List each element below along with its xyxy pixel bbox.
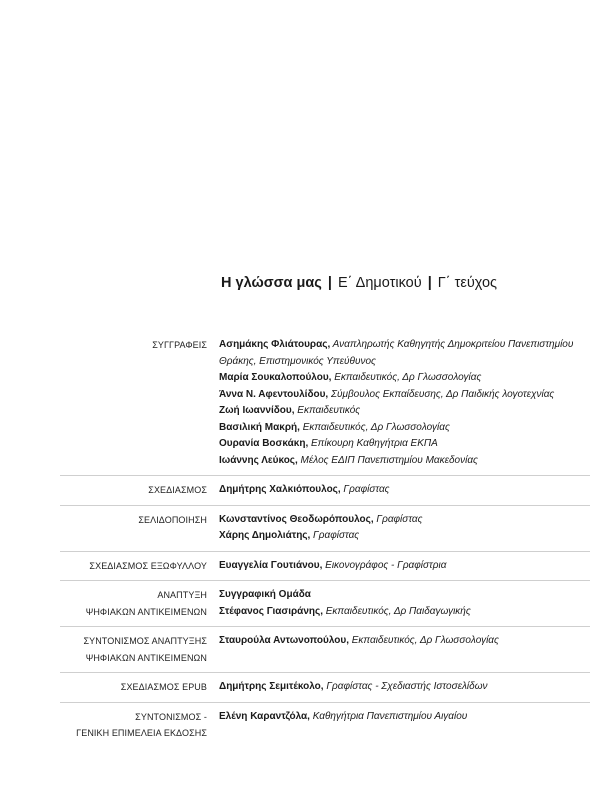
credits-list <box>60 337 590 748</box>
credit-role-line: ΣΥΝΤΟΝΙΣΜΟΣ - <box>135 711 207 722</box>
title-separator: | <box>427 275 432 291</box>
credit-role <box>60 482 207 499</box>
credit-role <box>60 679 207 696</box>
credit-divider <box>60 672 590 673</box>
credit-divider <box>60 475 590 476</box>
person-name: Άννα Ν. Αφεντουλίδου, <box>219 388 329 400</box>
credit-row <box>60 679 590 696</box>
credit-divider <box>60 580 590 581</box>
credit-row <box>60 709 590 742</box>
credit-role <box>60 512 207 545</box>
credit-role-line: ΣΥΓΓΡΑΦΕΙΣ <box>152 340 207 350</box>
person-name: Βασιλική Μακρή, <box>219 421 300 433</box>
credit-divider <box>60 505 590 506</box>
credit-people <box>219 558 590 575</box>
person-name: Στέφανος Γιασιράνης, <box>219 605 323 617</box>
person-description: Εικονογράφος - Γραφίστρια <box>322 559 447 571</box>
credit-people <box>219 337 590 469</box>
person-description: Εκπαιδευτικός, Δρ Γλωσσολογίας <box>331 372 482 383</box>
credit-divider <box>60 551 590 552</box>
credit-role-line: ΣΕΛΙΔΟΠΟΙΗΣΗ <box>138 514 207 525</box>
credit-role-line: ΣΧΕΔΙΑΣΜΟΣ <box>148 485 207 495</box>
credit-role-line: ΣΥΝΤΟΝΙΣΜΟΣ ΑΝΑΠΤΥΞΗΣ <box>83 636 207 646</box>
credit-person <box>219 587 590 604</box>
credit-person <box>219 528 590 545</box>
credit-people <box>219 679 590 696</box>
credit-role <box>60 709 207 742</box>
person-description: Γραφίστας <box>310 530 360 541</box>
credit-row <box>60 337 590 469</box>
credit-person <box>219 436 590 453</box>
credit-person <box>219 679 590 696</box>
person-name: Δημήτρης Σεμιτέκολο, <box>219 681 324 692</box>
book-title: Η γλώσσα μας <box>221 275 322 291</box>
credit-role-line: ΣΧΕΔΙΑΣΜΟΣ EPUB <box>120 682 207 692</box>
person-description: Μέλος ΕΔΙΠ Πανεπιστημίου Μακεδονίας <box>297 454 478 466</box>
person-name: Ουρανία Βοσκάκη, <box>219 438 309 449</box>
credit-person <box>219 512 590 529</box>
credit-people <box>219 512 590 545</box>
credit-row <box>60 482 590 499</box>
book-title-line <box>221 274 497 292</box>
credit-role <box>60 558 207 575</box>
person-description: Εκπαιδευτικός <box>294 405 361 416</box>
person-description: Γραφίστας - Σχεδιαστής Ιστοσελίδων <box>323 681 488 692</box>
person-description: Εκπαιδευτικός, Δρ Γλωσσολογίας <box>299 421 450 433</box>
credit-row <box>60 512 590 545</box>
credit-role-line: ΣΧΕΔΙΑΣΜΟΣ ΕΞΩΦΥΛΛΟΥ <box>89 560 207 571</box>
credit-row <box>60 558 590 575</box>
person-description: Εκπαιδευτικός, Δρ Γλωσσολογίας <box>348 635 499 646</box>
credit-row <box>60 587 590 620</box>
person-description: Καθηγήτρια Πανεπιστημίου Αιγαίου <box>309 710 468 722</box>
credit-role-line: ΨΗΦΙΑΚΩΝ ΑΝΤΙΚΕΙΜΕΝΩΝ <box>85 652 207 663</box>
title-separator: | <box>327 275 332 291</box>
credit-person <box>219 453 590 470</box>
person-name: Συγγραφική Ομάδα <box>219 589 311 600</box>
credit-role-line: ΑΝΑΠΤΥΞΗ <box>157 590 207 600</box>
credit-person <box>219 370 590 387</box>
person-description: Επίκουρη Καθηγήτρια ΕΚΠΑ <box>308 438 438 449</box>
person-name: Ευαγγελία Γουτιάνου, <box>219 559 323 571</box>
credit-person <box>219 337 590 370</box>
person-name: Ελένη Καραντζόλα, <box>219 710 310 722</box>
grade-label: Ε΄ Δημοτικού <box>337 275 422 291</box>
credit-divider <box>60 702 590 703</box>
person-description: Γραφίστας <box>340 484 390 495</box>
credit-person <box>219 633 590 650</box>
person-name: Δημήτρης Χαλκιόπουλος, <box>219 484 341 495</box>
person-name: Σταυρούλα Αντωνοπούλου, <box>219 635 349 646</box>
credit-role <box>60 337 207 469</box>
person-name: Ιωάννης Λεύκος, <box>219 454 298 466</box>
credit-person <box>219 604 590 621</box>
person-description: Γραφίστας <box>373 513 423 525</box>
person-name: Ζωή Ιωαννίδου, <box>219 405 295 416</box>
volume-label: Γ΄ τεύχος <box>437 275 498 291</box>
person-name: Μαρία Σουκαλοπούλου, <box>219 372 332 383</box>
credit-role <box>60 633 207 666</box>
credit-person <box>219 403 590 420</box>
credit-role-line: ΓΕΝΙΚΗ ΕΠΙΜΕΛΕΙΑ ΕΚΔΟΣΗΣ <box>76 728 207 738</box>
credit-people <box>219 482 590 499</box>
person-description: Αναπληρωτής Καθηγητής Δημοκριτείου Πανεπιστημίου Θράκης, Επιστημονικός Υπεύθυνος <box>219 339 574 367</box>
person-description: Σύμβουλος Εκπαίδευσης, Δρ Παιδικής λογοτεχνίας <box>328 388 555 400</box>
credit-people <box>219 587 590 620</box>
credit-person <box>219 420 590 437</box>
credit-people <box>219 633 590 666</box>
credit-divider <box>60 626 590 627</box>
credit-row <box>60 633 590 666</box>
credit-person <box>219 482 590 499</box>
credit-people <box>219 709 590 742</box>
credit-person <box>219 709 590 726</box>
person-name: Ασημάκης Φλιάτουρας, <box>219 339 331 350</box>
person-name: Κωνσταντίνος Θεοδωρόπουλος, <box>219 513 374 525</box>
credit-role <box>60 587 207 620</box>
person-name: Χάρης Δημολιάτης, <box>219 530 311 541</box>
credit-person <box>219 558 590 575</box>
credit-person <box>219 387 590 404</box>
person-description: Εκπαιδευτικός, Δρ Παιδαγωγικής <box>322 605 471 617</box>
credit-role-line: ΨΗΦΙΑΚΩΝ ΑΝΤΙΚΕΙΜΕΝΩΝ <box>85 606 207 617</box>
